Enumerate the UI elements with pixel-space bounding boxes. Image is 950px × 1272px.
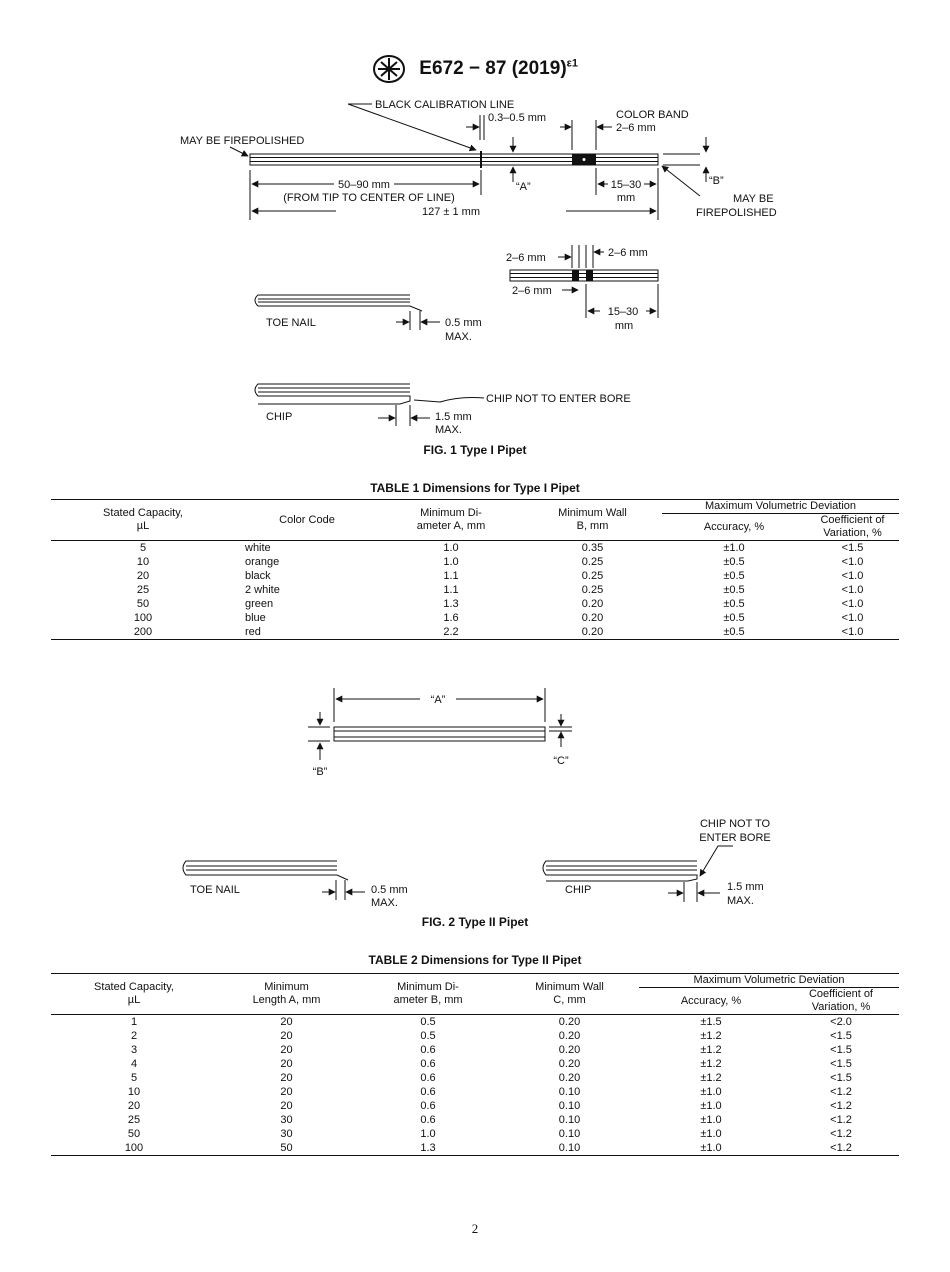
table-cell: 5 xyxy=(51,541,235,556)
table-cell: <1.0 xyxy=(841,569,864,582)
table-row xyxy=(51,1127,899,1141)
col-wall: Minimum Wall B, mm xyxy=(523,500,662,541)
table-row xyxy=(51,1141,899,1156)
label-toe-max-1: 0.5 mm xyxy=(445,317,482,329)
table-cell: 30 xyxy=(280,1113,293,1126)
label-tip-length: 50–90 mm xyxy=(338,179,390,191)
table-cell: 0.20 xyxy=(581,597,604,610)
label-fig2-chip-note-1: CHIP NOT TO xyxy=(699,818,771,830)
table-cell: 3 xyxy=(130,1043,138,1056)
table-cell: 20 xyxy=(280,1043,293,1056)
band-1 xyxy=(572,270,579,281)
table-cell: blue xyxy=(245,611,266,624)
label-two-band-gap: 2–6 mm xyxy=(608,247,648,259)
label-fig2-chip-max-1: 1.5 mm xyxy=(727,881,764,893)
table-cell: 0.20 xyxy=(581,611,604,624)
astm-logo-icon xyxy=(372,54,406,84)
col-cov: Coefficient of Variation, % xyxy=(808,988,873,1013)
label-band-width: 2–6 mm xyxy=(616,122,656,134)
table-cell: 100 xyxy=(51,1141,217,1156)
label-two-band-a: 2–6 mm xyxy=(506,252,546,264)
table-cell: 20 xyxy=(280,1057,293,1070)
table-cell: 1 xyxy=(51,1015,217,1030)
table-cell: 0.20 xyxy=(558,1057,581,1070)
table-cell: 0.10 xyxy=(558,1127,581,1140)
table-row xyxy=(51,1015,899,1030)
figure-2-caption: FIG. 2 Type II Pipet xyxy=(421,915,529,929)
table-cell: 1.0 xyxy=(443,555,459,568)
table-cell: 0.25 xyxy=(581,583,604,596)
table-cell: 0.6 xyxy=(420,1057,436,1070)
table-cell: 50 xyxy=(136,597,150,610)
table-cell: ±1.0 xyxy=(700,1113,722,1126)
table-row xyxy=(51,1085,899,1099)
table-cell: 50 xyxy=(217,1141,356,1156)
label-fig2-dim-a: “A” xyxy=(430,694,446,706)
table-cell: 20 xyxy=(280,1099,293,1112)
table-row xyxy=(51,555,899,569)
table-cell: 20 xyxy=(136,569,150,582)
table-row xyxy=(51,541,899,556)
table-cell: green xyxy=(245,597,274,610)
table-cell: ±0.5 xyxy=(662,625,806,640)
table-row xyxy=(51,1043,899,1057)
label-two-band-position-unit: mm xyxy=(614,320,634,332)
table-row xyxy=(51,625,899,640)
table-cell: 0.6 xyxy=(420,1071,436,1084)
table-cell: ±1.0 xyxy=(662,541,806,556)
table-cell: 1.1 xyxy=(443,569,459,582)
label-fig2-dim-c: “C” xyxy=(553,755,569,767)
table-cell: ±0.5 xyxy=(723,555,745,568)
table-1-title: TABLE 1 Dimensions for Type I Pipet xyxy=(370,481,580,495)
table-cell: 0.20 xyxy=(558,1029,581,1042)
table-cell: ±0.5 xyxy=(723,611,745,624)
label-chip-note: CHIP NOT TO ENTER BORE xyxy=(486,393,631,405)
label-fig2-chip: CHIP xyxy=(565,884,592,896)
table-cell: 50 xyxy=(127,1127,141,1140)
col-length: Minimum Length A, mm xyxy=(217,974,356,1015)
table-cell: red xyxy=(235,625,379,640)
table-cell: 0.25 xyxy=(581,555,604,568)
table-cell: 0.10 xyxy=(500,1141,639,1156)
table-cell: 20 xyxy=(217,1015,356,1030)
table-cell: <1.0 xyxy=(841,555,864,568)
label-fig2-dim-b: “B” xyxy=(312,766,328,778)
label-chip: CHIP xyxy=(266,411,293,423)
label-chip-max-2: MAX. xyxy=(435,424,462,436)
table-cell: 0.10 xyxy=(558,1085,581,1098)
table-cell: <1.0 xyxy=(806,625,899,640)
table-cell: 30 xyxy=(280,1127,293,1140)
table-cell: 5 xyxy=(130,1071,138,1084)
col-color-code: Color Code xyxy=(235,500,379,541)
col-diameter: Minimum Di- ameter A, mm xyxy=(379,500,523,541)
table-cell: 1.1 xyxy=(443,583,459,596)
col-diameter: Minimum Di- ameter B, mm xyxy=(356,974,500,1015)
table-cell: <1.0 xyxy=(841,611,864,624)
table-cell: ±0.5 xyxy=(723,597,745,610)
label-toe-max-2: MAX. xyxy=(445,331,472,343)
label-two-band-position: 15–30 xyxy=(607,306,639,318)
col-capacity: Stated Capacity, µL xyxy=(51,974,217,1015)
table-cell: 0.5 xyxy=(420,1029,436,1042)
table-cell: ±0.5 xyxy=(723,569,745,582)
label-line-width: 0.3–0.5 mm xyxy=(488,112,547,124)
table-2-title: TABLE 2 Dimensions for Type II Pipet xyxy=(368,953,582,967)
table-cell: 10 xyxy=(127,1085,141,1098)
label-dim-a: “A” xyxy=(516,181,531,193)
table-cell: <1.2 xyxy=(830,1099,852,1112)
table-row xyxy=(51,1099,899,1113)
table-cell: 2 white xyxy=(245,583,280,596)
table-cell: 0.20 xyxy=(558,1043,581,1056)
col-group-deviation: Maximum Volumetric Deviation xyxy=(662,500,899,514)
table-cell: ±1.2 xyxy=(700,1029,722,1042)
figure-1-diagram xyxy=(0,90,950,440)
figure-2-diagram xyxy=(0,680,950,910)
table-cell: 1.0 xyxy=(420,1127,436,1140)
table-cell: 0.10 xyxy=(558,1099,581,1112)
band-2 xyxy=(586,270,593,281)
table-cell: 20 xyxy=(280,1029,293,1042)
table-1 xyxy=(51,499,899,640)
table-cell: 25 xyxy=(127,1113,141,1126)
table-cell: <1.0 xyxy=(841,597,864,610)
table-cell: 1.6 xyxy=(443,611,459,624)
table-cell: ±1.0 xyxy=(639,1141,783,1156)
table-row xyxy=(51,1071,899,1085)
table-cell: black xyxy=(245,569,271,582)
table-cell: 4 xyxy=(130,1057,138,1070)
table-cell: ±1.2 xyxy=(700,1043,722,1056)
table-cell: 1.3 xyxy=(356,1141,500,1156)
table-cell: <1.5 xyxy=(806,541,899,556)
table-cell: 20 xyxy=(280,1071,293,1084)
label-toe-nail: TOE NAIL xyxy=(266,317,316,329)
table-cell: white xyxy=(235,541,379,556)
table-cell: ±1.2 xyxy=(700,1057,722,1070)
table-cell: 0.10 xyxy=(558,1113,581,1126)
col-accuracy: Accuracy, % xyxy=(703,520,765,533)
table-row xyxy=(51,569,899,583)
table-cell: <1.2 xyxy=(830,1127,852,1140)
table-cell: 0.20 xyxy=(558,1071,581,1084)
table-cell: 2.2 xyxy=(379,625,523,640)
col-capacity: Stated Capacity, µL xyxy=(51,500,235,541)
table-cell: 20 xyxy=(127,1099,141,1112)
col-wall: Minimum Wall C, mm xyxy=(500,974,639,1015)
table-cell: <1.5 xyxy=(830,1057,852,1070)
table-cell: ±0.5 xyxy=(723,583,745,596)
standard-designation: E672 − 87 (2019) xyxy=(419,58,567,80)
table-cell: 0.35 xyxy=(523,541,662,556)
table-cell: <1.2 xyxy=(830,1085,852,1098)
table-cell: orange xyxy=(245,555,280,568)
pipet-body xyxy=(250,154,658,165)
table-cell: 200 xyxy=(51,625,235,640)
table-cell: 100 xyxy=(133,611,153,624)
table-row xyxy=(51,1057,899,1071)
label-color-band: COLOR BAND xyxy=(616,109,689,121)
label-tip-note: (FROM TIP TO CENTER OF LINE) xyxy=(283,192,455,204)
table-cell: <2.0 xyxy=(783,1015,899,1030)
label-fire-left: MAY BE FIREPOLISHED xyxy=(180,135,305,147)
label-total-length: 127 ± 1 mm xyxy=(421,206,481,218)
table-cell: 0.6 xyxy=(420,1113,436,1126)
label-two-band-b: 2–6 mm xyxy=(512,285,552,297)
table-1-body xyxy=(51,541,899,640)
table-cell: ±1.0 xyxy=(700,1085,722,1098)
table-row xyxy=(51,583,899,597)
col-cov: Coefficient of Variation, % xyxy=(820,514,885,539)
table-cell: 0.25 xyxy=(581,569,604,582)
table-cell: 0.6 xyxy=(420,1099,436,1112)
table-cell: 1.3 xyxy=(443,597,459,610)
table-cell: 0.6 xyxy=(420,1085,436,1098)
table-row xyxy=(51,1029,899,1043)
table-cell: <1.5 xyxy=(830,1043,852,1056)
table-cell: 0.20 xyxy=(523,625,662,640)
table-cell: 0.5 xyxy=(356,1015,500,1030)
table-2 xyxy=(51,973,899,1156)
two-band-pipet xyxy=(510,270,658,281)
label-dim-b: “B” xyxy=(709,175,724,187)
table-cell: ±1.0 xyxy=(700,1099,722,1112)
label-fig2-toe-max-2: MAX. xyxy=(371,897,398,909)
table-cell: ±1.2 xyxy=(700,1071,722,1084)
table-2-body xyxy=(51,1015,899,1156)
table-cell: 0.6 xyxy=(420,1043,436,1056)
col-accuracy: Accuracy, % xyxy=(680,994,742,1007)
table-row xyxy=(51,597,899,611)
table-cell: 0.20 xyxy=(500,1015,639,1030)
table-cell: 20 xyxy=(280,1085,293,1098)
type-2-pipet xyxy=(334,727,545,741)
label-band-position: 15–30 xyxy=(610,179,642,191)
label-fire-right-2: FIREPOLISHED xyxy=(696,207,777,219)
label-fig2-toe-max-1: 0.5 mm xyxy=(371,884,408,896)
table-cell: <1.5 xyxy=(830,1071,852,1084)
table-cell: <1.5 xyxy=(830,1029,852,1042)
table-row xyxy=(51,611,899,625)
editorial-superscript: ε1 xyxy=(566,57,578,70)
table-cell: 10 xyxy=(136,555,150,568)
label-band-position-unit: mm xyxy=(616,192,636,204)
label-fig2-chip-max-2: MAX. xyxy=(727,895,754,907)
table-cell: 25 xyxy=(136,583,150,596)
label-fig2-toe-nail: TOE NAIL xyxy=(190,884,240,896)
page-number: 2 xyxy=(471,1221,479,1236)
table-cell: <1.0 xyxy=(841,583,864,596)
label-chip-max-1: 1.5 mm xyxy=(435,411,472,423)
table-cell: ±1.5 xyxy=(639,1015,783,1030)
table-cell: ±1.0 xyxy=(700,1127,722,1140)
figure-1-caption: FIG. 1 Type I Pipet xyxy=(423,443,527,457)
page-header xyxy=(0,54,950,84)
label-fig2-chip-note-2: ENTER BORE xyxy=(699,832,771,844)
label-black-line: BLACK CALIBRATION LINE xyxy=(375,99,515,111)
label-fire-right-1: MAY BE xyxy=(733,193,774,205)
table-cell: <1.2 xyxy=(783,1141,899,1156)
table-cell: <1.2 xyxy=(830,1113,852,1126)
table-cell: 2 xyxy=(130,1029,138,1042)
table-cell: 1.0 xyxy=(379,541,523,556)
col-group-deviation: Maximum Volumetric Deviation xyxy=(639,974,899,988)
table-row xyxy=(51,1113,899,1127)
